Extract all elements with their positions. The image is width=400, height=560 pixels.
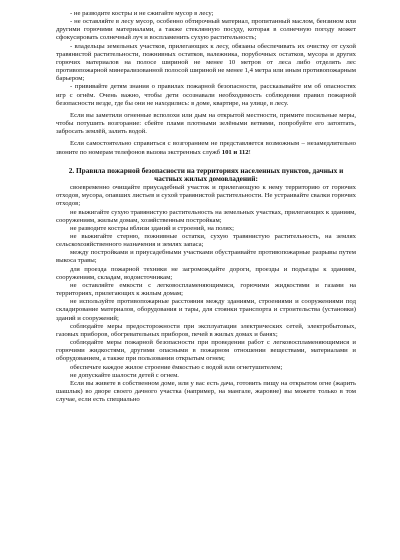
paragraph: не выжигайте стерню, пожнивные остатки, сухую травянистую растительность, на землях сельскохозяйственного назначения и землях запаса;: [56, 233, 356, 249]
paragraph: для проезда пожарной техники не загромождайте дороги, проезды и подъезды к зданиям, сооружениям, складам, водоисточникам;: [56, 265, 356, 281]
paragraph: соблюдайте меры предосторожности при эксплуатации электрических сетей, электробытовых, газовых приборов, обогревательных приборов, печей в жилых домах и банях;: [56, 322, 356, 338]
paragraph: - прививайте детям знания о правилах пожарной безопасности, рассказывайте им об опасностях игр с огнём. Очень важно, чтобы дети осознавали необходимость соблюдения правил пожарной безопасности везде, где бы они не находились: в доме, квартире, на улице, в лесу.: [56, 83, 356, 107]
emergency-phone-paragraph: [56, 140, 356, 156]
conjunction: и: [233, 148, 238, 156]
paragraph: не допускайте шалости детей с огнем.: [70, 371, 179, 379]
section-heading: 2. Правила пожарной безопасности на территориях населенных пунктов, дачных и частных жилых домовладений:: [68, 165, 344, 184]
paragraph: своевременно очищайте приусадебный участок и прилегающую к нему территорию от горючих отходов, мусора, опавших листьев и сухой травянистой растительности. Не устраивайте свалки горючих отходов;: [56, 184, 356, 208]
paragraph: обеспечьте каждое жилое строение ёмкостью с водой или огнетушителем;: [70, 363, 283, 371]
exclamation: !: [248, 148, 251, 156]
paragraph-text: Если самостоятельно справиться с возгоранием не представляется возможным – незамедлительно звоните по номерам телефонов вызова экстренных служб: [56, 140, 356, 156]
paragraph: не оставляйте емкости с легковоспламеняющимися, горючими жидкостями и газами на территориях, прилегающих к жилым домам;: [56, 281, 356, 298]
paragraph: - владельцы земельных участков, прилегающих к лесу, обязаны обеспечивать их очистку от сухой травянистой растительности, пожнивных остатков, валежника, порубочных остатков, мусора и других горючих материалов на полосе шириной не менее 10 метров от леса либо отделять лес противопожарной минерализованной полосой шириной не менее 1,4 метра или иным противопожарным барьером;: [56, 42, 356, 83]
paragraph: не выжигайте сухую травянистую растительность на земельных участках, прилегающих к зданиям, сооружениям, жилым домам, хозяйственным постройкам;: [56, 208, 356, 224]
phone-number-101: 101: [221, 148, 232, 156]
paragraph: Если вы живете в собственном доме, или у вас есть дача, готовить пищу на открытом огне (жарить шашлык) во дворе своего дачного участка (например, на мангале, жаровне) вы можете только в том случае, если есть специально: [56, 379, 356, 404]
paragraph: не используйте противопожарные расстояния между зданиями, строениями и сооружениями под складирование материалов, оборудования и тары, для стоянки транспорта и строительства (установки) зданий и сооружений;: [56, 298, 356, 322]
paragraph: не разводите костры вблизи зданий и строений, на полях;: [70, 224, 235, 232]
document-page: [56, 10, 356, 404]
paragraph: Если вы заметили огненные всполохи или дым на открытой местности, примите посильные меры, чтобы потушить возгорание: сбейте пламя плотными зелёными ветвями, попробуйте его затоптать, забросать землёй, залить водой.: [56, 111, 356, 136]
phone-number-112: 112: [238, 148, 249, 156]
paragraph: - не оставляйте в лесу мусор, особенно обтирочный материал, пропитанный маслом, бензином или другими горючими материалами, а также стеклянную посуду, которая в солнечную погоду может сфокусировать солнечный луч и воспламенить сухую растительность;: [56, 18, 356, 42]
paragraph: - не разводите костры и не сжигайте мусор в лесу;: [70, 10, 214, 17]
paragraph: между постройками и приусадебными участками обустраивайте противопожарные разрывы путем выкоса травы;: [56, 249, 356, 265]
paragraph: соблюдайте меры пожарной безопасности при проведении работ с легковоспламеняющимися и горючими жидкостями, другими опасными в пожарном отношении веществами, материалами и оборудованием, а также при пользовании открытым огнем;: [56, 339, 356, 363]
